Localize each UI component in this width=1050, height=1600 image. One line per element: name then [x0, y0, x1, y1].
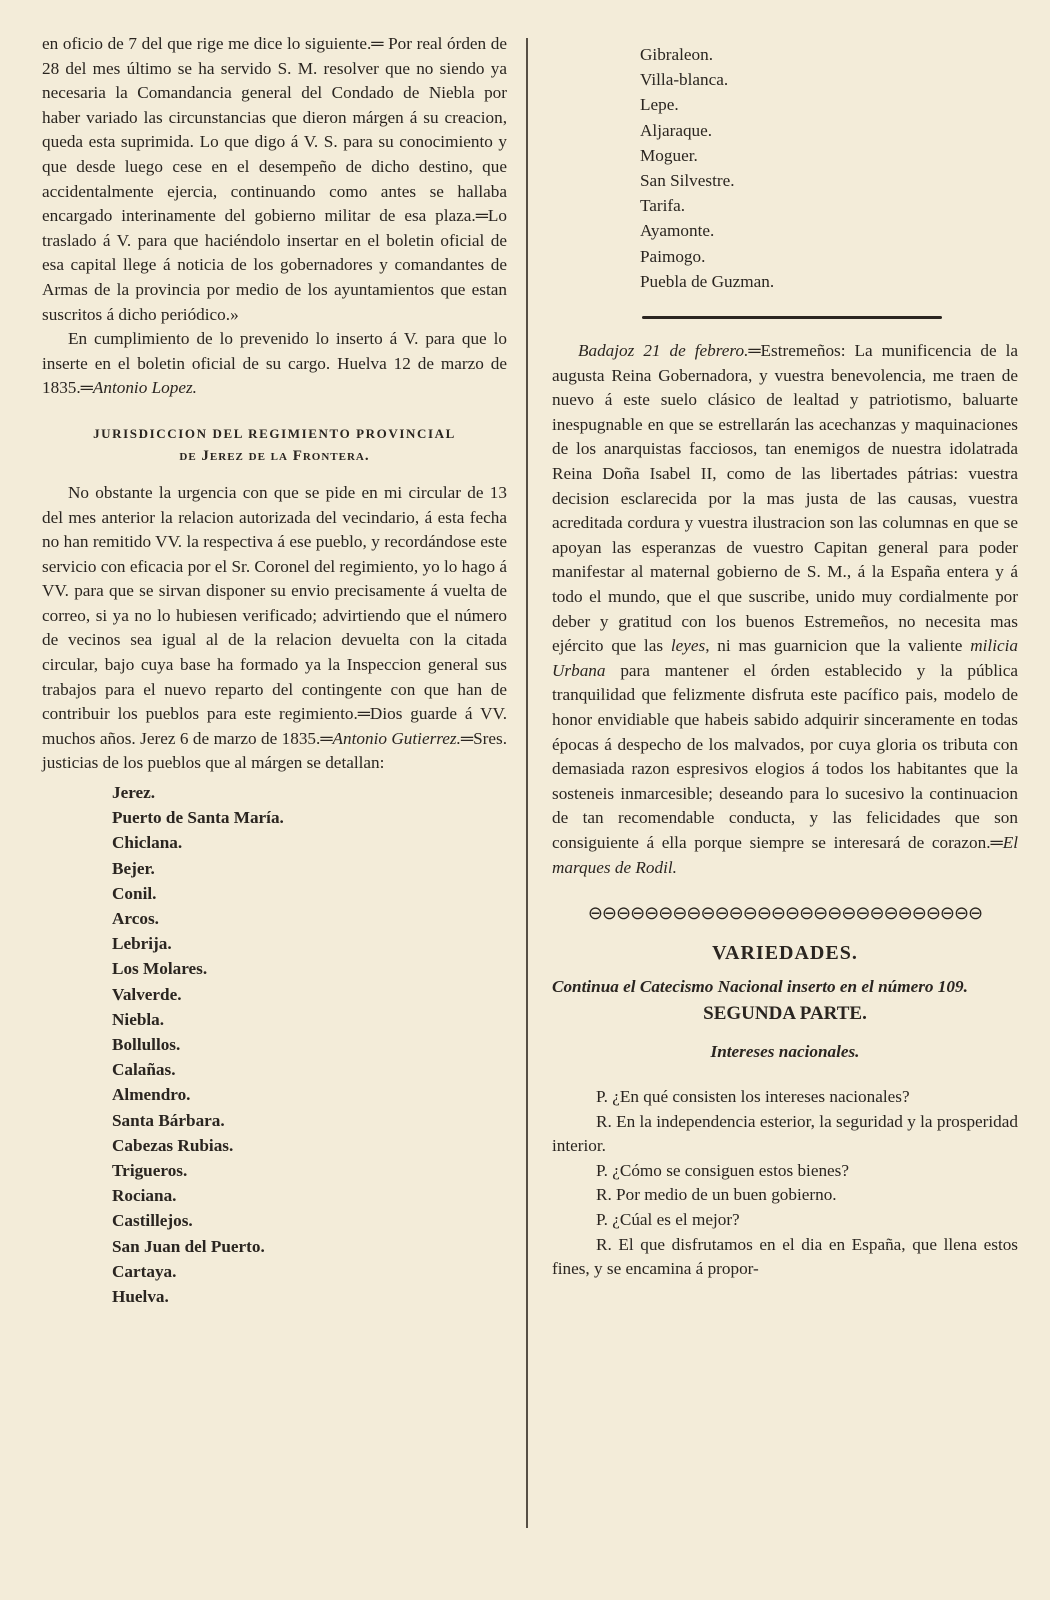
badajoz-paragraph	[552, 339, 1018, 880]
qa-line: P. ¿Cómo se consiguen estos bienes?	[596, 1160, 850, 1180]
qa-line: P. ¿En qué consisten los intereses nacionales?	[596, 1087, 910, 1107]
cumplimiento-text: En cumplimiento de lo prevenido lo inserto á V. para que lo inserte en el boletin oficial de su cargo. Huelva 12 de marzo de 1835.═	[42, 329, 507, 398]
list-item: Los Molares.	[112, 959, 208, 979]
list-item: Aljaraque.	[640, 120, 713, 140]
list-item: Trigueros.	[112, 1161, 188, 1181]
signature-lopez: Antonio Lopez.	[92, 378, 197, 398]
column-divider	[526, 38, 528, 1528]
left-column	[42, 32, 507, 1309]
list-item: Cabezas Rubias.	[112, 1135, 234, 1155]
list-item: Calañas.	[112, 1060, 176, 1080]
list-item: San Silvestre.	[640, 171, 735, 191]
list-item: Lebrija.	[112, 934, 172, 954]
cumplimiento-paragraph	[42, 327, 507, 401]
intereses-subheading: Intereses nacionales.	[710, 1042, 860, 1062]
towns-list-right	[640, 42, 1018, 294]
list-item: San Juan del Puerto.	[112, 1236, 265, 1256]
list-item: Chiclana.	[112, 833, 183, 853]
leyes-word: leyes	[670, 636, 706, 656]
variedades-heading: VARIEDADES.	[712, 941, 858, 964]
separator-rule	[642, 316, 942, 319]
list-item: Arcos.	[112, 909, 159, 929]
section-title-line2: de Jerez de la Frontera.	[179, 447, 370, 464]
towns-list-left	[112, 780, 507, 1309]
badajoz-text-3: para mantener el órden establecido y la pública tranquilidad que felizmente disfruta este pacífico pais, modelo de honor envidiable que habeis sabido adquirir sinceramente en todas épocas á despecho de los malvados, por cuya gloria os tributa con demasiada razon espresivos elogios á todos los habitantes que la sosteneis inmarcesible; deseando para lo sucesivo la continuacion de tan recomendable conducta, y las felicidades que son consiguiente á ella porque siempre se interesará de corazon.═	[552, 660, 1019, 852]
list-item: Gibraleon.	[640, 45, 714, 64]
right-column	[552, 32, 1018, 1282]
list-item: Almendro.	[112, 1085, 191, 1105]
list-item: Puerto de Santa María.	[112, 808, 284, 828]
list-item: Rociana.	[112, 1186, 177, 1206]
list-item: Ayamonte.	[640, 221, 715, 241]
list-item: Lepe.	[640, 95, 679, 115]
list-item: Santa Bárbara.	[112, 1110, 225, 1130]
oficio-paragraph: en oficio de 7 del que rige me dice lo siguiente.═ Por real órden de 28 del mes último se ha servido S. M. resolver que no siendo ya necesaria la Comandancia general del Condado de Niebla por haber variado las circunstancias que dieron márgen á su creacion, queda esta suprimida. Lo que digo á V. S. para su conocimiento y que desde luego cese en el desempeño de dicho destino, que accidentalmente ejercia, continuando como antes se hallaba encargado interinamente del gobierno militar de esa plaza.═Lo traslado á V. para que haciéndolo insertar en el boletin oficial de esa capital llege á noticia de los gobernadores y comandantes de Armas de la provincia por medio de los ayuntamientos que estan suscritos á dicho periódico.»	[42, 34, 507, 324]
signature-gutierrez: Antonio Gutierrez.	[332, 728, 461, 748]
list-item: Conil.	[112, 883, 157, 903]
list-item: Niebla.	[112, 1009, 165, 1029]
list-item: Paimogo.	[640, 246, 706, 266]
list-item: Moguer.	[640, 145, 698, 165]
qa-line: R. El que disfrutamos en el dia en España, que llena estos fines, y se encamina á propor-	[552, 1234, 1018, 1279]
qa-line: P. ¿Cúal es el mejor?	[596, 1210, 740, 1230]
list-item: Castillejos.	[112, 1211, 193, 1231]
segunda-parte-heading: SEGUNDA PARTE.	[703, 1002, 867, 1024]
list-item: Tarifa.	[640, 196, 686, 216]
section-title	[42, 423, 507, 467]
circular-text: No obstante la urgencia con que se pide en mi circular de 13 del mes anterior la relacion autorizada del vecindario, á esta fecha no han remitido VV. la respectiva á ese pueblo, y recordándose este servicio con eficacia por el Sr. Coronel del regimiento, yo lo hago á VV. para que se sirvan disponer su envio precisamente á vuelta de correo, si ya no lo hubiesen verificado; advirtiendo que el número de vecinos sea igual al de la relacion devuelta con la citada circular, bajo cuya base ha formado ya la Inspeccion general sus trabajos para el nuevo reparto del contingente con que han de contribuir los pueblos para este regimiento.═Dios guarde á VV. muchos años. Jerez 6 de marzo de 1835.═	[42, 482, 507, 748]
circular-paragraph	[42, 481, 507, 776]
list-item: Jerez.	[112, 783, 156, 803]
qa-line: R. Por medio de un buen gobierno.	[596, 1185, 837, 1205]
signature-rodil: El marques de Rodil.	[552, 832, 1018, 877]
qa-line: R. En la independencia esterior, la seguridad y la prosperidad interior.	[552, 1111, 1018, 1156]
circular-tail: ═Sres. justicias de los pueblos que al márgen se detallan:	[42, 728, 507, 773]
list-item: Villa-blanca.	[640, 70, 729, 90]
list-item: Bollullos.	[112, 1035, 181, 1055]
list-item: Puebla de Guzman.	[640, 271, 775, 291]
list-item: Cartaya.	[112, 1261, 177, 1281]
badajoz-text-1: ═Estremeños: La munificencia de la augusta Reina Gobernadora, y vuestra benevolencia, me traen de nuevo á este suelo clásico de lealtad y patriotismo, baluarte inespugnable en que se estrellarán las acechanzas y maquinaciones de los anarquistas facciosos, tan enemigos de nuestra idolatrada Reina Doña Isabel II, como de las libertades pátrias: vuestra decision esclarecida por la mas justa de las causas, vuestra acreditada cordura y vuestra ilustracion son las columnas en que se apoyan las esperanzas de vuestro Capitan general para poder manifestar al maternal gobierno de S. M., á la España entera y á todo el mundo, que el que suscribe, unido muy cordialmente por deber y gratitud con los buenos Estremeños, no necesita mas ejército que las	[552, 341, 1018, 656]
section-title-line1: JURISDICCION DEL REGIMIENTO PROVINCIAL	[93, 425, 456, 441]
milicia-word: milicia Urbana	[552, 636, 1018, 680]
ornament-border: ⊖⊖⊖⊖⊖⊖⊖⊖⊖⊖⊖⊖⊖⊖⊖⊖⊖⊖⊖⊖⊖⊖⊖⊖⊖⊖⊖⊖	[587, 903, 983, 925]
list-item: Bejer.	[112, 858, 155, 878]
continua-line: Continua el Catecismo Nacional inserto en el número 109.	[552, 977, 968, 997]
badajoz-text-2: , ni mas guarnicion que la valiente	[705, 636, 963, 656]
badajoz-dateline: Badajoz 21 de febrero.	[578, 341, 749, 361]
list-item: Huelva.	[112, 1287, 169, 1307]
list-item: Valverde.	[112, 984, 182, 1004]
